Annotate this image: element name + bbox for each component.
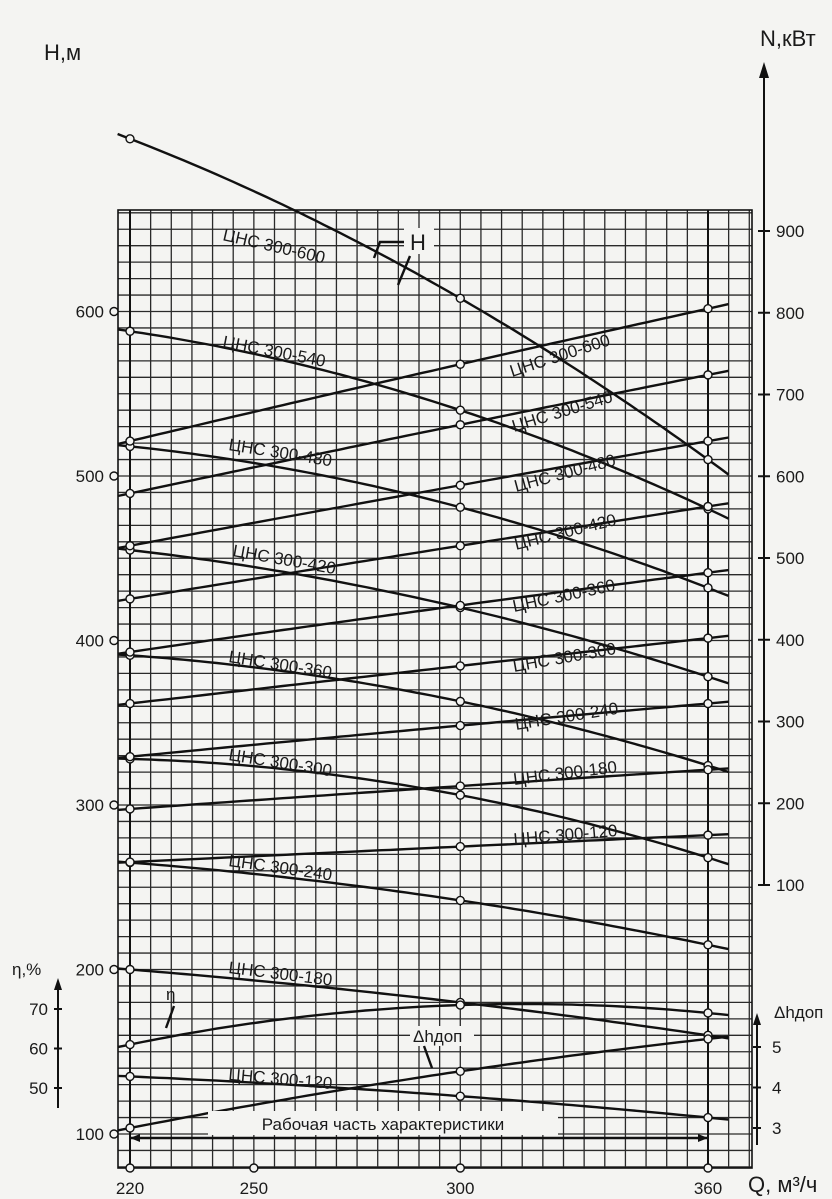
power-curve-label: ЦНС 300-600 bbox=[507, 330, 613, 381]
npsh-point bbox=[126, 1124, 134, 1132]
power-point bbox=[704, 305, 712, 313]
head-point bbox=[704, 854, 712, 862]
head-tick-marker bbox=[110, 1130, 118, 1138]
head-curve-label: ЦНС 300-420 bbox=[231, 541, 338, 579]
npsh-point bbox=[456, 1067, 464, 1075]
power-tick-label: 300 bbox=[776, 712, 805, 732]
head-tick-marker bbox=[110, 966, 118, 974]
head-point bbox=[126, 327, 134, 335]
working-range-arrow-left bbox=[130, 1134, 140, 1142]
power-tick-label: 400 bbox=[776, 630, 805, 650]
power-point bbox=[126, 858, 134, 866]
power-curve-label: ЦНС 300-540 bbox=[509, 387, 615, 436]
power-tick-label: 800 bbox=[776, 303, 805, 323]
power-tick-label: 200 bbox=[776, 794, 805, 814]
power-point bbox=[126, 753, 134, 761]
power-point bbox=[704, 569, 712, 577]
power-point bbox=[456, 481, 464, 489]
efficiency-curve-label: η bbox=[166, 985, 176, 1004]
power-point bbox=[456, 722, 464, 730]
power-curve-label: ЦНС 300-180 bbox=[512, 757, 618, 789]
x-tick-marker bbox=[704, 1164, 712, 1172]
head-point bbox=[456, 294, 464, 302]
head-curve-label: ЦНС 300-120 bbox=[227, 1065, 334, 1094]
power-curve bbox=[118, 570, 729, 654]
head-curve bbox=[118, 655, 729, 773]
head-point bbox=[126, 135, 134, 143]
head-tick-marker bbox=[110, 801, 118, 809]
head-tick-label: 100 bbox=[75, 1125, 104, 1144]
power-axis-title: N,кВт bbox=[760, 26, 816, 51]
head-curve-label: ЦНС 300-300 bbox=[227, 745, 334, 781]
head-point bbox=[456, 503, 464, 511]
head-point bbox=[456, 406, 464, 414]
power-curve bbox=[118, 304, 729, 444]
power-point bbox=[456, 843, 464, 851]
power-curve-label: ЦНС 300-360 bbox=[510, 575, 617, 616]
head-point bbox=[704, 584, 712, 592]
head-axis-title: H,м bbox=[44, 40, 82, 65]
head-tick-label: 600 bbox=[75, 302, 104, 322]
head-point bbox=[456, 791, 464, 799]
head-point bbox=[704, 941, 712, 949]
x-tick-label: 360 bbox=[693, 1179, 723, 1198]
power-curve bbox=[118, 702, 729, 758]
head-tick-label: 200 bbox=[75, 960, 104, 980]
head-tick-marker bbox=[110, 472, 118, 480]
working-range-label: Рабочая часть характеристики bbox=[261, 1115, 505, 1134]
power-point bbox=[126, 489, 134, 497]
power-point bbox=[126, 700, 134, 708]
power-tick-label: 700 bbox=[776, 385, 805, 405]
power-tick-label: 500 bbox=[776, 549, 805, 568]
power-tick-label: 900 bbox=[776, 222, 805, 241]
efficiency-label-leader bbox=[166, 1006, 174, 1028]
x-tick-label: 250 bbox=[239, 1179, 269, 1198]
head-curve-label: ЦНС 300-360 bbox=[227, 647, 334, 683]
head-curve-label: ЦНС 300-600 bbox=[221, 225, 327, 268]
efficiency-tick-label: 60 bbox=[29, 1039, 48, 1059]
efficiency-point bbox=[126, 1041, 134, 1049]
power-curve-label: ЦНС 300-120 bbox=[512, 820, 619, 849]
npsh-tick-label: 4 bbox=[772, 1078, 782, 1098]
npsh-axis-title: Δhдоп bbox=[774, 1003, 824, 1022]
npsh-label-leader bbox=[424, 1046, 432, 1068]
grid bbox=[118, 210, 752, 1168]
npsh-curve-label: Δhдоп bbox=[413, 1027, 463, 1046]
x-tick-label: 220 bbox=[115, 1179, 145, 1198]
x-tick-marker bbox=[456, 1164, 464, 1172]
efficiency-tick-label: 70 bbox=[29, 1000, 48, 1019]
power-curve-label: ЦНС 300-480 bbox=[512, 450, 618, 496]
efficiency-point bbox=[704, 1009, 712, 1017]
power-point bbox=[704, 766, 712, 774]
head-tick-label: 300 bbox=[75, 796, 104, 815]
head-point bbox=[456, 697, 464, 705]
x-tick-marker bbox=[126, 1164, 134, 1172]
power-tick-label: 100 bbox=[776, 876, 805, 895]
power-point bbox=[456, 542, 464, 550]
power-point bbox=[456, 360, 464, 368]
head-tick-marker bbox=[110, 637, 118, 645]
power-curve-label: ЦНС 300-240 bbox=[513, 698, 620, 734]
power-curve-label: ЦНС 300-300 bbox=[511, 639, 618, 676]
efficiency-axis-title: η,% bbox=[12, 960, 42, 979]
power-point bbox=[704, 831, 712, 839]
power-curve bbox=[118, 503, 729, 601]
head-curve-label: ЦНС 300-540 bbox=[221, 332, 328, 371]
power-point bbox=[456, 421, 464, 429]
efficiency-axis-arrow bbox=[54, 978, 62, 990]
power-point bbox=[704, 502, 712, 510]
head-marker-label: H bbox=[410, 230, 426, 255]
power-point bbox=[704, 634, 712, 642]
head-point bbox=[126, 1072, 134, 1080]
power-point bbox=[126, 595, 134, 603]
power-point bbox=[704, 700, 712, 708]
head-curve-label: ЦНС 300-240 bbox=[227, 851, 334, 885]
head-tick-label: 500 bbox=[75, 467, 104, 486]
power-tick-label: 600 bbox=[776, 467, 805, 487]
x-axis-title: Q, м³/ч bbox=[748, 1172, 818, 1197]
head-curve bbox=[118, 329, 729, 518]
efficiency-point bbox=[456, 1001, 464, 1009]
head-point bbox=[456, 1092, 464, 1100]
power-point bbox=[704, 371, 712, 379]
head-point bbox=[704, 456, 712, 464]
head-point bbox=[704, 1114, 712, 1122]
head-point bbox=[704, 673, 712, 681]
power-curve-label: ЦНС 300-420 bbox=[512, 510, 619, 554]
npsh-point bbox=[704, 1035, 712, 1043]
working-range-arrow-right bbox=[698, 1134, 708, 1142]
efficiency-tick-label: 50 bbox=[29, 1079, 48, 1098]
power-point bbox=[456, 662, 464, 670]
power-point bbox=[456, 601, 464, 609]
head-curve-label: ЦНС 300-180 bbox=[227, 958, 334, 990]
head-curve bbox=[118, 445, 729, 596]
head-point bbox=[456, 896, 464, 904]
head-point bbox=[126, 966, 134, 974]
power-point bbox=[126, 648, 134, 656]
x-tick-label: 300 bbox=[446, 1179, 475, 1198]
head-tick-marker bbox=[110, 308, 118, 316]
x-tick-marker bbox=[250, 1164, 258, 1172]
head-curve-label: ЦНС 300-480 bbox=[227, 435, 334, 471]
power-axis-arrow bbox=[759, 62, 769, 78]
npsh-tick-label: 5 bbox=[772, 1038, 782, 1057]
power-point bbox=[126, 542, 134, 550]
npsh-axis-arrow bbox=[753, 1013, 761, 1025]
power-point bbox=[704, 437, 712, 445]
npsh-tick-label: 3 bbox=[772, 1119, 782, 1138]
curves bbox=[118, 134, 729, 1130]
power-point bbox=[126, 805, 134, 813]
head-tick-label: 400 bbox=[75, 631, 104, 651]
power-point bbox=[456, 782, 464, 790]
power-point bbox=[126, 437, 134, 445]
